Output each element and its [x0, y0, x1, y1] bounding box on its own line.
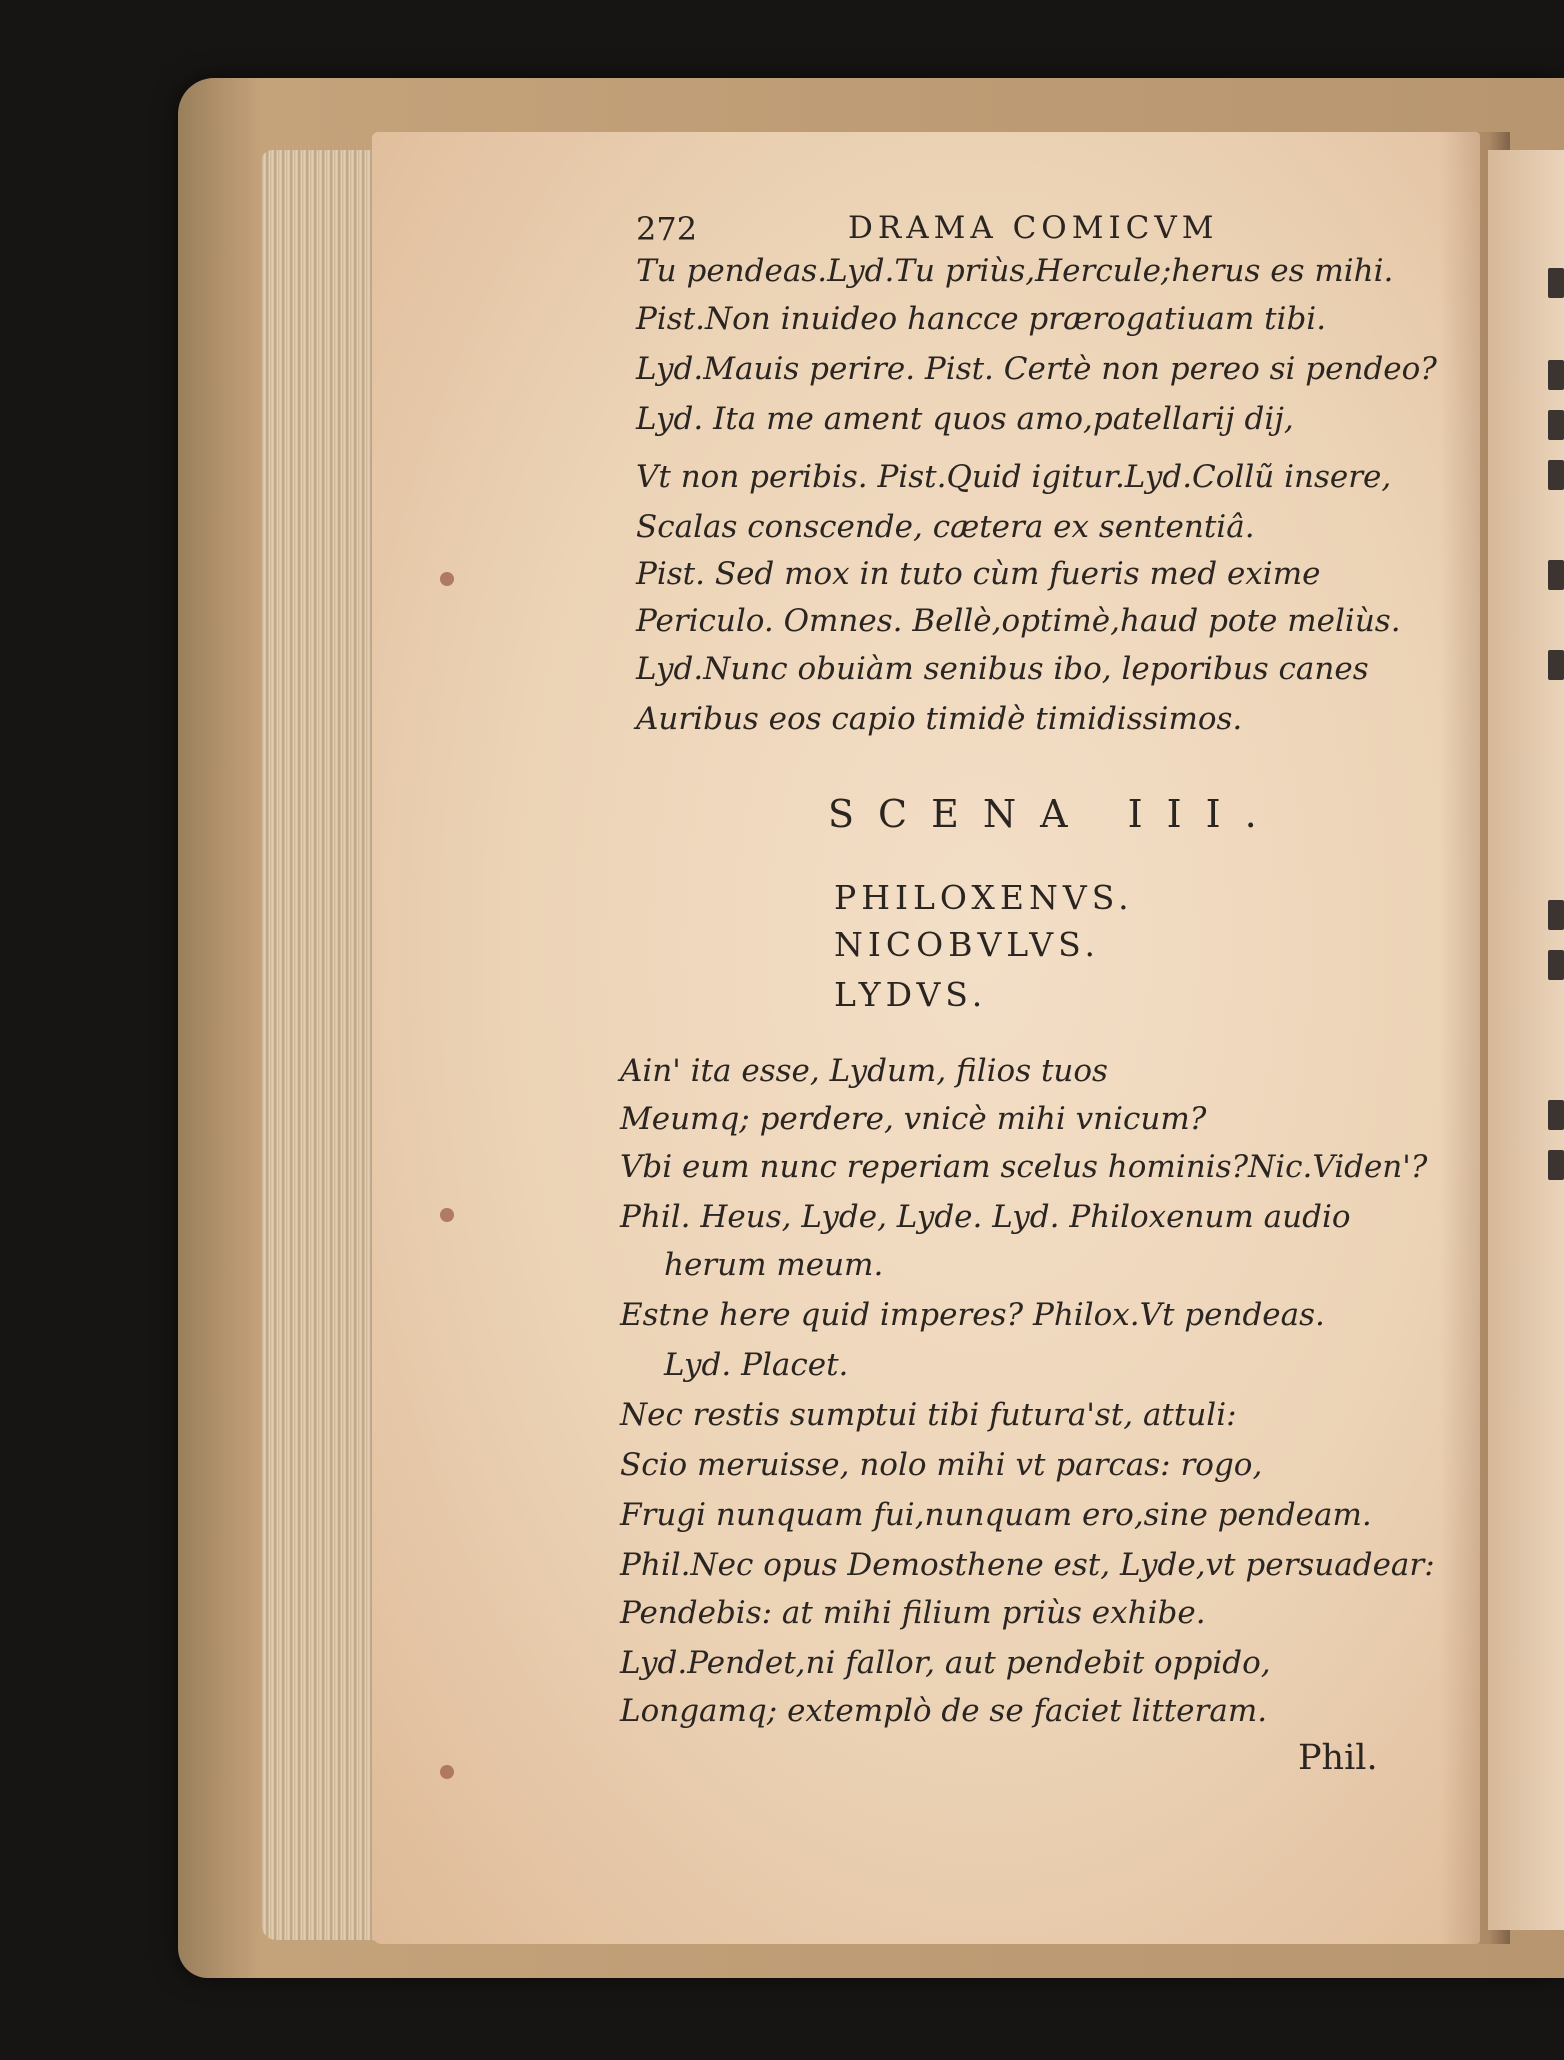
text-line: Frugi nunquam fui,nunquam ero,sine pendeam.	[620, 1497, 1372, 1533]
right-page-text-fragment	[1548, 650, 1564, 680]
right-page-text-fragment	[1548, 1150, 1564, 1180]
text-line: Lyd. Ita me ament quos amo,patellarij dij,	[636, 401, 1294, 437]
binding-hole	[440, 1208, 454, 1222]
text-line: Vt non peribis. Pist.Quid igitur.Lyd.Collũ insere,	[636, 459, 1392, 495]
persona-name: LYDVS.	[834, 975, 988, 1014]
right-page-text-fragment	[1548, 1100, 1564, 1130]
persona-name: NICOBVLVS.	[834, 925, 1101, 964]
right-page-text-fragment	[1548, 560, 1564, 590]
persona-name: PHILOXENVS.	[834, 878, 1134, 917]
right-page-text-fragment	[1548, 268, 1564, 298]
text-line: Scalas conscende, cætera ex sententiâ.	[636, 509, 1255, 545]
text-line: Lyd.Pendet,ni fallor, aut pendebit oppido,	[620, 1645, 1271, 1681]
text-line: Vbi eum nunc reperiam scelus hominis?Nic.Viden'?	[620, 1149, 1428, 1185]
binding-hole	[440, 1765, 454, 1779]
catchword: Phil.	[1298, 1738, 1378, 1778]
text-line: Lyd. Placet.	[664, 1347, 849, 1383]
text-line: Phil.Nec opus Demosthene est, Lyde,vt persuadear:	[620, 1547, 1435, 1583]
page-number: 272	[636, 210, 698, 248]
right-page-text-fragment	[1548, 360, 1564, 390]
text-line: Scio meruisse, nolo mihi vt parcas: rogo,	[620, 1447, 1263, 1483]
text-line: herum meum.	[664, 1247, 884, 1283]
text-line: Nec restis sumptui tibi futura'st, attuli:	[620, 1397, 1237, 1433]
text-line: Pist.Non inuideo hancce prærogatiuam tibi.	[636, 301, 1327, 337]
binding-hole	[440, 572, 454, 586]
text-line: Pendebis: at mihi filium priùs exhibe.	[620, 1595, 1206, 1631]
right-page-text-fragment	[1548, 950, 1564, 980]
text-line: Phil. Heus, Lyde, Lyde. Lyd. Philoxenum audio	[620, 1199, 1351, 1235]
scene-title: SCENA III.	[828, 792, 1281, 836]
text-line: Ain' ita esse, Lydum, filios tuos	[620, 1053, 1108, 1089]
text-line: Tu pendeas.Lyd.Tu priùs,Hercule;herus es mihi.	[636, 253, 1394, 289]
running-head: DRAMA COMICVM	[848, 210, 1219, 246]
text-line: Estne here quid imperes? Philox.Vt pendeas.	[620, 1297, 1325, 1333]
text-line: Periculo. Omnes. Bellè,optimè,haud pote meliùs.	[636, 603, 1401, 639]
text-line: Auribus eos capio timidè timidissimos.	[636, 701, 1243, 737]
text-line: Lyd.Mauis perire. Pist. Certè non pereo si pendeo?	[636, 351, 1437, 387]
text-line: Meumq; perdere, vnicè mihi vnicum?	[620, 1101, 1207, 1137]
right-page-text-fragment	[1548, 900, 1564, 930]
right-page-text-fragment	[1548, 460, 1564, 490]
right-page-text-fragment	[1548, 410, 1564, 440]
text-line: Pist. Sed mox in tuto cùm fueris med exime	[636, 556, 1321, 592]
text-line: Longamq; extemplò de se faciet litteram.	[620, 1693, 1268, 1729]
text-line: Lyd.Nunc obuiàm senibus ibo, leporibus canes	[636, 651, 1369, 687]
page-edges	[262, 150, 382, 1940]
